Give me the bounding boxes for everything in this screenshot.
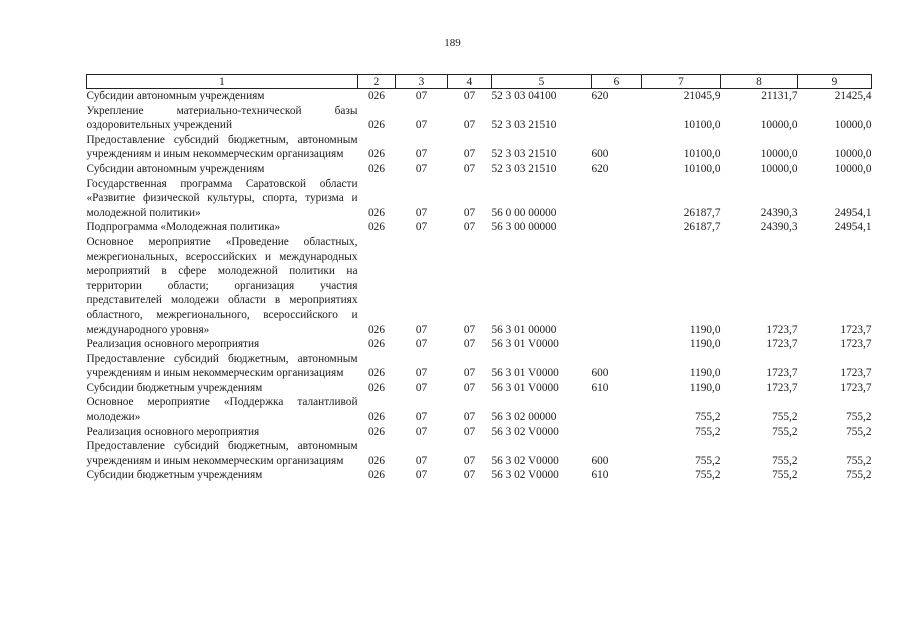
row-amount-year1: 755,2 xyxy=(695,469,721,482)
row-amount-year3: 1723,7 xyxy=(840,338,872,351)
row-amount-year1: 755,2 xyxy=(695,454,721,467)
table-row xyxy=(87,425,872,440)
row-section: 07 xyxy=(415,469,428,482)
row-section: 07 xyxy=(415,119,428,132)
row-name: Субсидии бюджетным учреждениям xyxy=(86,469,263,482)
col-header-3: 3 xyxy=(396,75,448,89)
row-name: Основное мероприятие «Проведение областных, межрегиональных, всероссийских и международных мероприятий в сфере молодежной политики на территории области; организация участия представителей молодежи области в мероприятиях областного, межрегионального, всероссийского и международного уровня» xyxy=(86,235,358,336)
row-subsection: 07 xyxy=(463,148,476,161)
col-header-6: 6 xyxy=(592,75,642,89)
row-expense-type xyxy=(592,220,642,235)
row-amount-year3: 10000,0 xyxy=(834,148,872,161)
page-number: 189 xyxy=(444,37,461,49)
table-row xyxy=(87,235,872,337)
row-expense-type xyxy=(592,104,642,133)
table-row xyxy=(87,439,872,468)
col-header-5: 5 xyxy=(492,75,592,89)
row-section: 07 xyxy=(415,323,428,336)
row-section: 07 xyxy=(415,367,428,380)
row-target-article: 56 3 01 V0000 xyxy=(491,381,559,394)
row-subsection: 07 xyxy=(463,119,476,132)
row-target-article: 52 3 03 21510 xyxy=(491,162,557,175)
row-name: Субсидии бюджетным учреждениям xyxy=(86,381,263,394)
row-subsection: 07 xyxy=(463,90,476,102)
col-header-4: 4 xyxy=(448,75,492,89)
row-expense-type xyxy=(592,337,642,352)
row-subsection: 07 xyxy=(463,411,476,424)
col-header-9: 9 xyxy=(798,75,872,89)
row-amount-year3: 24954,1 xyxy=(834,206,872,219)
row-expense-type xyxy=(592,235,642,337)
table-row xyxy=(87,177,872,221)
row-amount-year2: 10000,0 xyxy=(760,119,798,132)
row-expense-type xyxy=(592,177,642,221)
table-row xyxy=(87,337,872,352)
row-amount-year1: 1190,0 xyxy=(689,381,721,394)
row-section: 07 xyxy=(415,206,428,219)
row-amount-year2: 24390,3 xyxy=(760,206,798,219)
row-target-article: 52 3 03 04100 xyxy=(491,90,557,102)
row-amount-year1: 26187,7 xyxy=(683,206,721,219)
table-row xyxy=(87,381,872,396)
table-row xyxy=(87,104,872,133)
row-admin-code: 026 xyxy=(368,206,385,219)
row-section: 07 xyxy=(415,148,428,161)
table-row xyxy=(87,352,872,381)
row-section: 07 xyxy=(415,454,428,467)
row-amount-year2: 10000,0 xyxy=(760,162,798,175)
row-amount-year2: 755,2 xyxy=(772,425,798,438)
row-section: 07 xyxy=(415,90,428,102)
row-target-article: 56 3 02 V0000 xyxy=(491,425,559,438)
row-subsection: 07 xyxy=(463,367,476,380)
row-admin-code: 026 xyxy=(368,162,385,175)
row-subsection: 07 xyxy=(463,469,476,482)
row-target-article: 52 3 03 21510 xyxy=(491,119,557,132)
row-target-article: 52 3 03 21510 xyxy=(491,148,557,161)
row-admin-code: 026 xyxy=(368,90,385,102)
row-name: Основное мероприятие «Поддержка талантливой молодежи» xyxy=(86,396,358,424)
row-amount-year2: 1723,7 xyxy=(766,338,798,351)
row-section: 07 xyxy=(415,162,428,175)
row-amount-year2: 24390,3 xyxy=(760,221,798,234)
row-admin-code: 026 xyxy=(368,367,385,380)
row-amount-year1: 755,2 xyxy=(695,411,721,424)
row-name: Предоставление субсидий бюджетным, автономным учреждениям и иным некоммерческим организациям xyxy=(86,133,358,161)
row-target-article: 56 3 02 V0000 xyxy=(491,469,559,482)
row-amount-year1: 10100,0 xyxy=(683,119,721,132)
row-admin-code: 026 xyxy=(368,425,385,438)
row-subsection: 07 xyxy=(463,162,476,175)
row-target-article: 56 0 00 00000 xyxy=(491,206,557,219)
row-amount-year3: 10000,0 xyxy=(834,119,872,132)
row-subsection: 07 xyxy=(463,381,476,394)
row-amount-year1: 755,2 xyxy=(695,425,721,438)
col-header-8: 8 xyxy=(721,75,798,89)
row-amount-year2: 755,2 xyxy=(772,411,798,424)
row-name: Предоставление субсидий бюджетным, автономным учреждениям и иным некоммерческим организациям xyxy=(86,352,358,380)
row-subsection: 07 xyxy=(463,454,476,467)
row-amount-year3: 24954,1 xyxy=(834,221,872,234)
col-header-2: 2 xyxy=(358,75,396,89)
row-amount-year3: 755,2 xyxy=(846,469,872,482)
row-subsection: 07 xyxy=(463,338,476,351)
row-admin-code: 026 xyxy=(368,221,385,234)
table-row xyxy=(87,89,872,104)
row-admin-code: 026 xyxy=(368,381,385,394)
row-subsection: 07 xyxy=(463,425,476,438)
row-expense-type: 620 xyxy=(591,90,609,102)
row-amount-year3: 1723,7 xyxy=(840,367,872,380)
row-amount-year1: 26187,7 xyxy=(683,221,721,234)
header-row xyxy=(87,75,872,89)
table-row xyxy=(87,133,872,162)
row-expense-type: 600 xyxy=(591,367,609,380)
table-row xyxy=(87,395,872,424)
row-name: Реализация основного мероприятия xyxy=(86,338,260,351)
row-expense-type xyxy=(592,395,642,424)
col-header-1: 1 xyxy=(87,75,358,89)
row-expense-type xyxy=(592,425,642,440)
row-name: Укрепление материально-технической базы оздоровительных учреждений xyxy=(86,104,358,132)
row-expense-type: 600 xyxy=(591,148,609,161)
row-admin-code: 026 xyxy=(368,411,385,424)
row-amount-year1: 10100,0 xyxy=(683,148,721,161)
row-expense-type: 620 xyxy=(591,162,609,175)
row-admin-code: 026 xyxy=(368,454,385,467)
row-name: Субсидии автономным учреждениям xyxy=(86,90,265,102)
row-name: Государственная программа Саратовской области «Развитие физической культуры, спорта, туризма и молодежной политики» xyxy=(86,177,358,219)
table-row xyxy=(87,220,872,235)
row-target-article: 56 3 00 00000 xyxy=(491,221,557,234)
table-row xyxy=(87,468,872,483)
row-amount-year1: 10100,0 xyxy=(683,162,721,175)
row-section: 07 xyxy=(415,338,428,351)
row-amount-year2: 755,2 xyxy=(772,469,798,482)
row-section: 07 xyxy=(415,411,428,424)
row-target-article: 56 3 02 00000 xyxy=(491,411,557,424)
row-subsection: 07 xyxy=(463,323,476,336)
table-body xyxy=(87,89,872,484)
row-expense-type: 600 xyxy=(591,454,609,467)
row-section: 07 xyxy=(415,425,428,438)
row-admin-code: 026 xyxy=(368,119,385,132)
row-amount-year1: 1190,0 xyxy=(689,323,721,336)
row-expense-type: 610 xyxy=(591,381,609,394)
row-amount-year1: 21045,9 xyxy=(683,90,721,102)
row-name: Подпрограмма «Молодежная политика» xyxy=(86,221,281,234)
row-amount-year3: 10000,0 xyxy=(834,162,872,175)
row-amount-year3: 755,2 xyxy=(846,425,872,438)
row-target-article: 56 3 01 00000 xyxy=(491,323,557,336)
row-name: Субсидии автономным учреждениям xyxy=(86,162,265,175)
row-amount-year2: 1723,7 xyxy=(766,367,798,380)
row-admin-code: 026 xyxy=(368,338,385,351)
row-expense-type: 610 xyxy=(591,469,609,482)
row-amount-year2: 1723,7 xyxy=(766,323,798,336)
row-amount-year2: 755,2 xyxy=(772,454,798,467)
row-subsection: 07 xyxy=(463,206,476,219)
row-admin-code: 026 xyxy=(368,469,385,482)
row-amount-year3: 755,2 xyxy=(846,411,872,424)
row-section: 07 xyxy=(415,381,428,394)
row-amount-year3: 755,2 xyxy=(846,454,872,467)
row-name: Предоставление субсидий бюджетным, автономным учреждениям и иным некоммерческим организациям xyxy=(86,440,358,467)
col-header-7: 7 xyxy=(642,75,721,89)
row-amount-year1: 1190,0 xyxy=(689,367,721,380)
row-admin-code: 026 xyxy=(368,323,385,336)
row-amount-year3: 21425,4 xyxy=(834,90,872,102)
row-target-article: 56 3 01 V0000 xyxy=(491,367,559,380)
row-section: 07 xyxy=(415,221,428,234)
row-amount-year2: 1723,7 xyxy=(766,381,798,394)
row-amount-year3: 1723,7 xyxy=(840,381,872,394)
row-target-article: 56 3 02 V0000 xyxy=(491,454,559,467)
row-amount-year3: 1723,7 xyxy=(840,323,872,336)
row-target-article: 56 3 01 V0000 xyxy=(491,338,559,351)
row-amount-year2: 10000,0 xyxy=(760,148,798,161)
row-admin-code: 026 xyxy=(368,148,385,161)
row-amount-year1: 1190,0 xyxy=(689,338,721,351)
row-subsection: 07 xyxy=(463,221,476,234)
budget-table xyxy=(86,74,872,483)
row-name: Реализация основного мероприятия xyxy=(86,425,260,438)
row-amount-year2: 21131,7 xyxy=(761,90,798,102)
table-row xyxy=(87,162,872,177)
